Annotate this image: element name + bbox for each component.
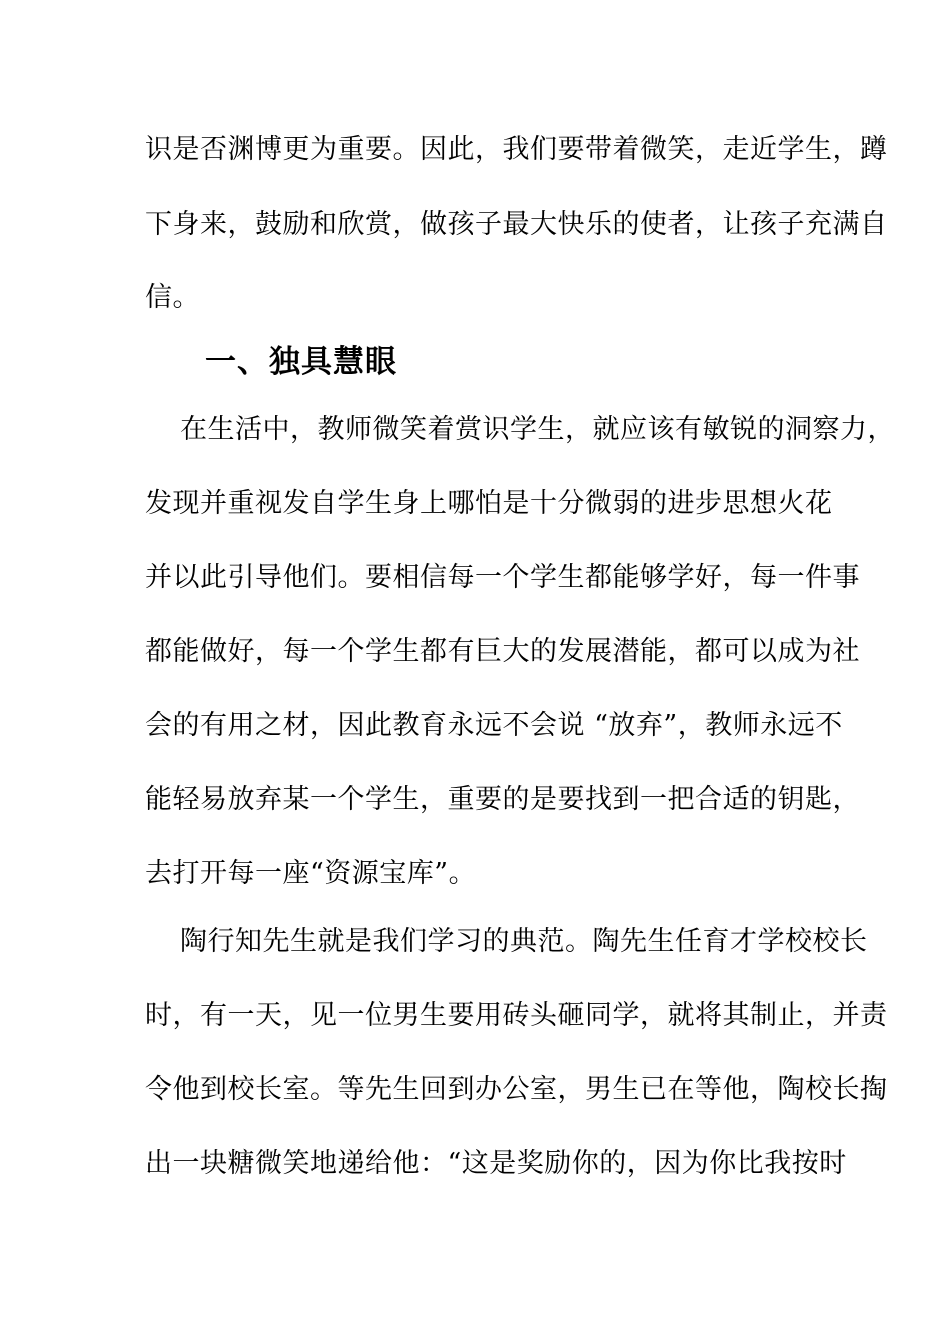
text-line: 并以此引导他们。要相信每一个学生都能够学好，每一件事 xyxy=(145,562,860,593)
text-line: 能轻易放弃某一个学生，重要的是要找到一把合适的钥匙， xyxy=(145,784,860,815)
text-line: 识是否渊博更为重要。因此，我们要带着微笑，走近学生，蹲 xyxy=(145,134,888,165)
section-heading: 一、独具慧眼 xyxy=(205,344,397,380)
text-line: 会的有用之材，因此教育永远不会说 “放弃”，教师永远不 xyxy=(145,710,843,741)
text-line: 信。 xyxy=(145,282,200,313)
text-line: 去打开每一座“资源宝库”。 xyxy=(145,858,477,889)
text-line: 令他到校长室。等先生回到办公室，男生已在等他，陶校长掏 xyxy=(145,1074,888,1105)
text-line: 时，有一天，见一位男生要用砖头砸同学，就将其制止，并责 xyxy=(145,1000,888,1031)
text-line: 陶行知先生就是我们学习的典范。陶先生任育才学校校长 xyxy=(180,926,868,957)
text-line: 下身来，鼓励和欣赏，做孩子最大快乐的使者，让孩子充满自 xyxy=(145,209,888,240)
text-line: 出一块糖微笑地递给他：“这是奖励你的，因为你比我按时 xyxy=(145,1148,847,1179)
text-line: 发现并重视发自学生身上哪怕是十分微弱的进步思想火花 xyxy=(145,488,833,519)
text-line: 在生活中，教师微笑着赏识学生，就应该有敏锐的洞察力， xyxy=(180,414,895,445)
text-line: 都能做好，每一个学生都有巨大的发展潜能，都可以成为社 xyxy=(145,636,860,667)
